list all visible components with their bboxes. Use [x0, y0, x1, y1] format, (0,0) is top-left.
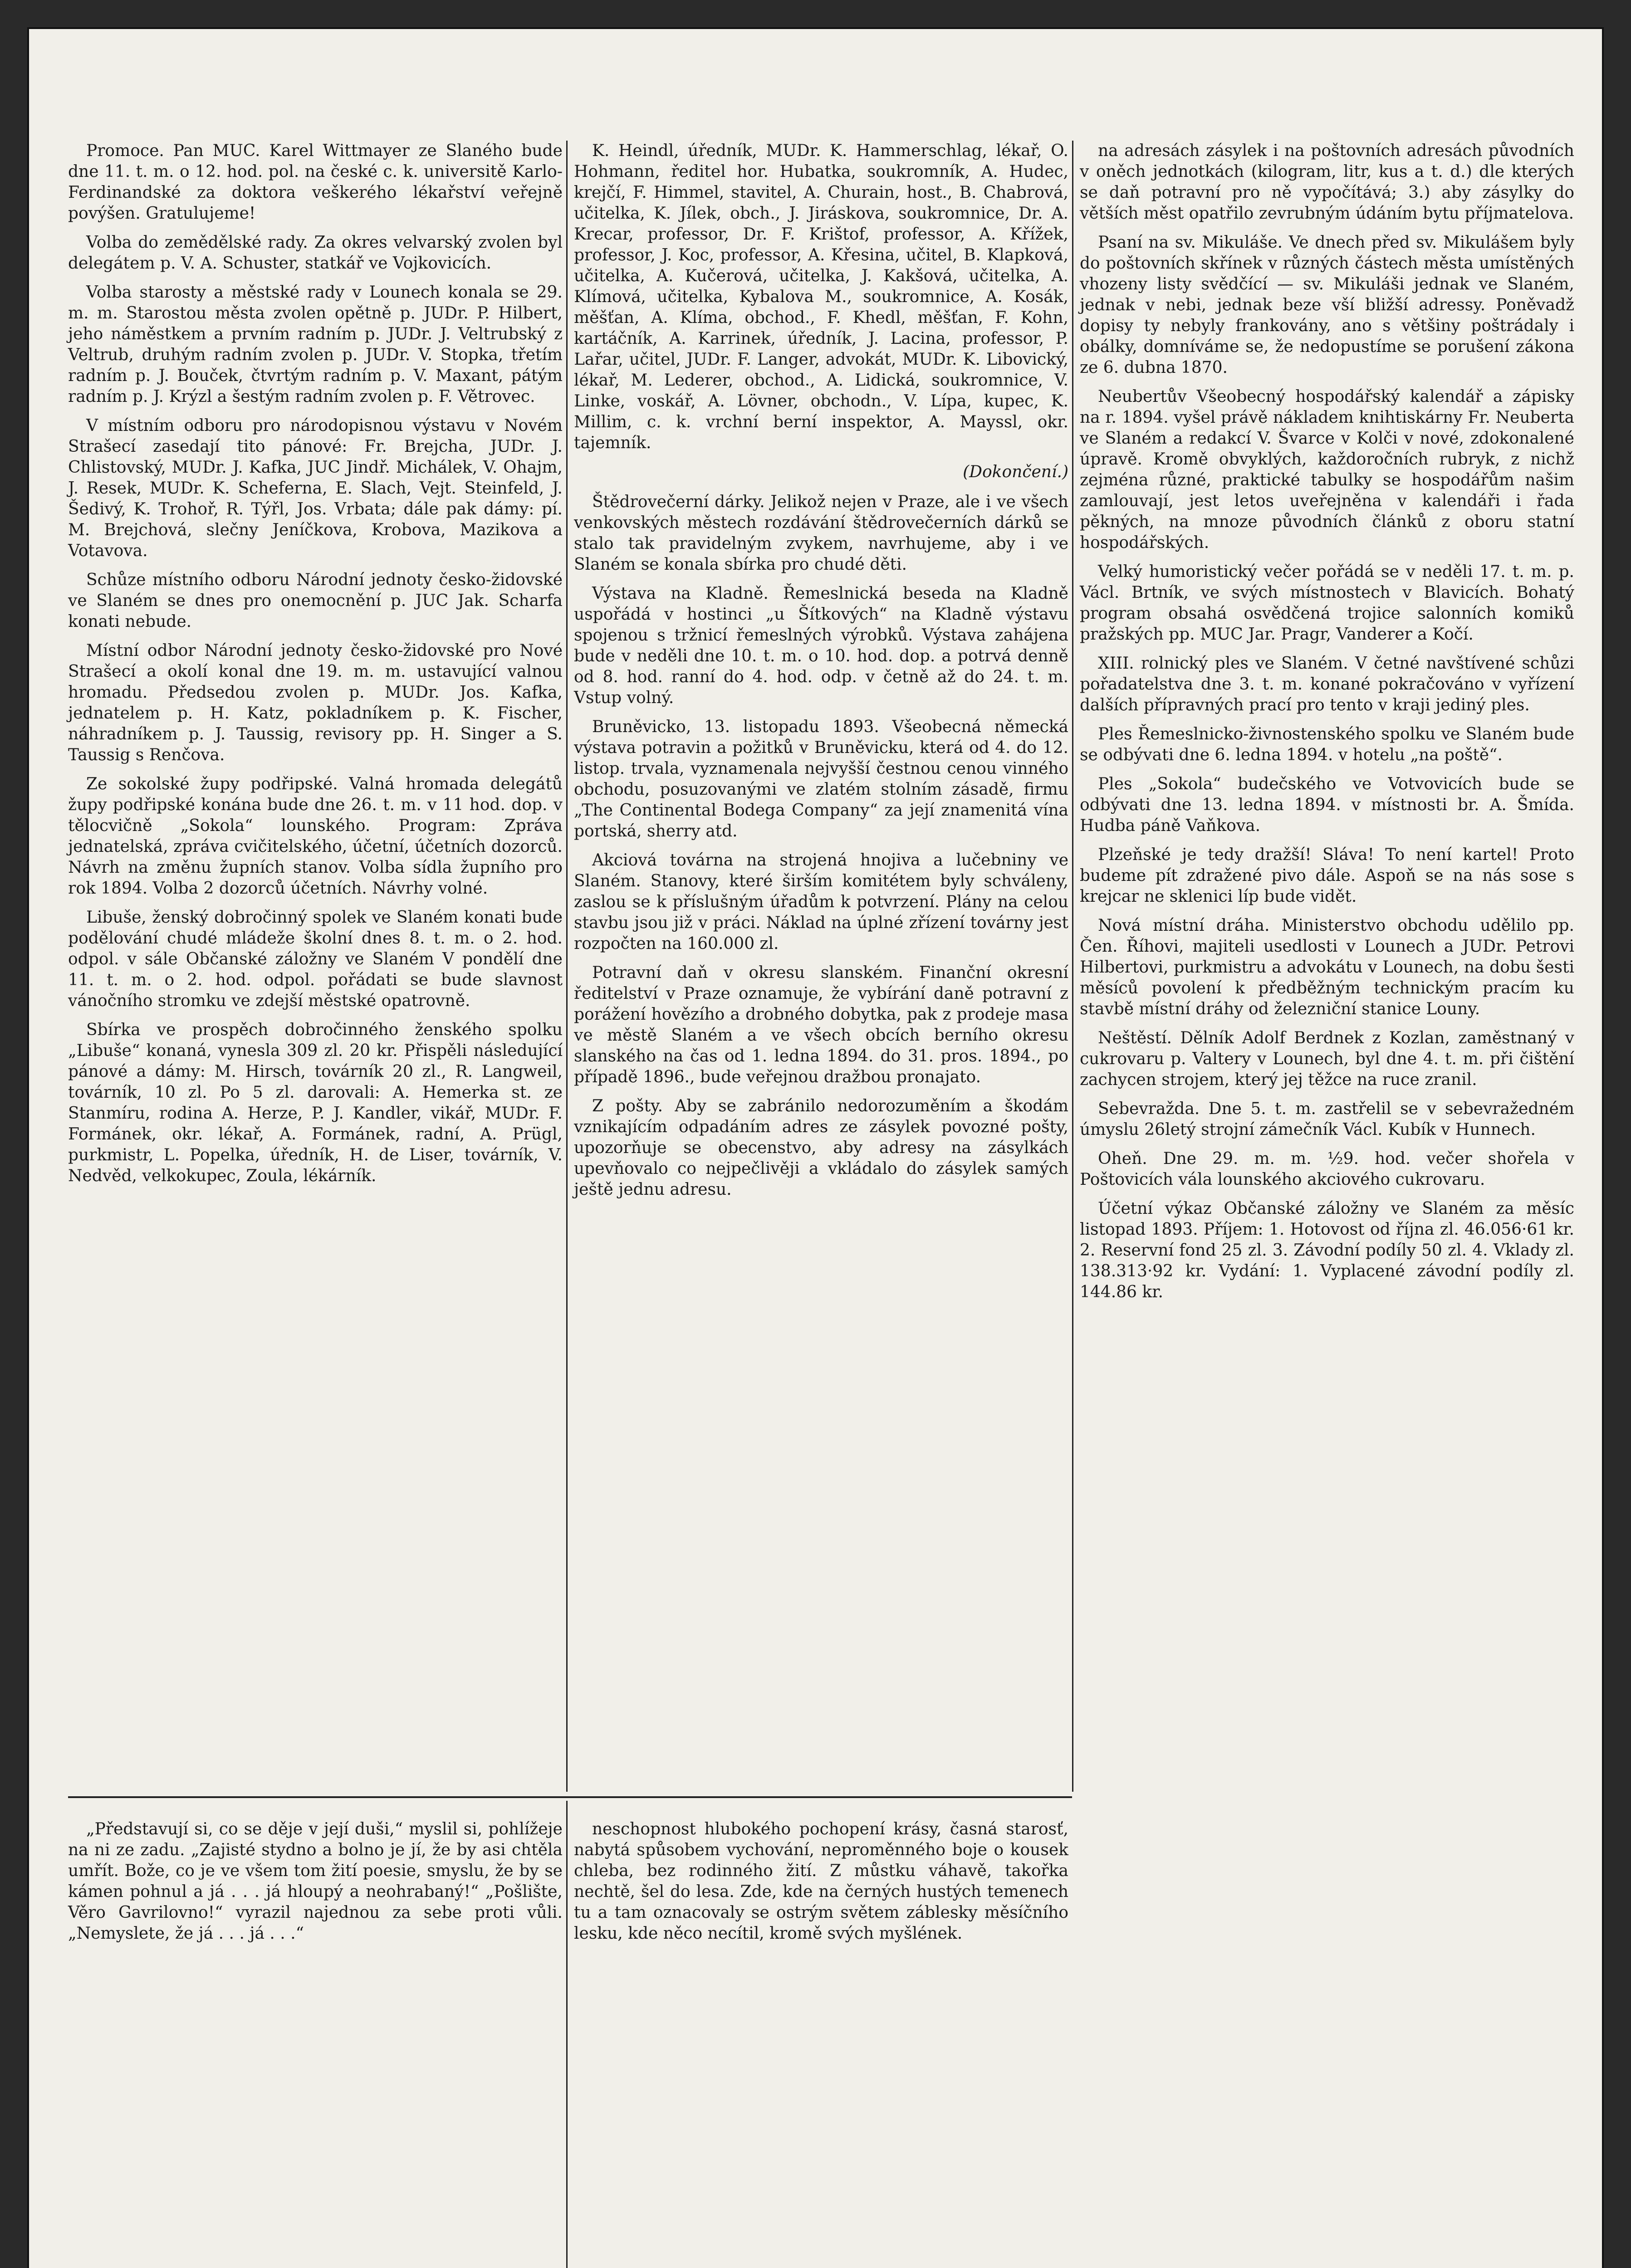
- article-ples-remeslnicky: Ples Řemeslnicko-živnostenského spolku ve Slaném bude se odbývati dne 6. ledna 1894. v hotelu „na poště“.: [1080, 725, 1574, 764]
- article-potravni-dan: Potravní daň v okresu slanském. Finanční okresní ředitelství v Praze oznamuje, že vybírání daně potravní z porážení hovězího a drobného dobytka, pak z prodeje masa ve městě Slaném a ve všech obcích berního okresu slanského na čas od 1. ledna 1894. do 31. pros. 1894., po případě 1896., bude veřejnou dražbou pronajato.: [574, 963, 1068, 1086]
- article-ucetni-vykaz: Účetní výkaz Občanské záložny ve Slaném za měsíc listopad 1893. Příjem: 1. Hotovost od října zl. 46.056·61 kr. 2. Reservní fond 25 zl. 3. Závodní podíly 50 zl. 4. Vklady zl. 138.313·92 kr. Vydání: 1. Vyplacené závodní podíly zl. 144.86 kr.: [1080, 1199, 1574, 1301]
- article-ples-sokola: Ples „Sokola“ budečského ve Votvovicích bude se odbývati dne 13. ledna 1894. v místnosti br. A. Šmída. Hudba páně Vaňkova.: [1080, 775, 1574, 835]
- article-plzenske: Plzeňské je tedy dražší! Sláva! To není kartel! Proto budeme pít zdražené pivo dále. Aspoň se na nás sose s krejcar ne sklenici líp bude vidět.: [1080, 846, 1574, 906]
- article-neubertuv-kalendar: Neubertův Všeobecný hospodářský kalendář a zápisky na r. 1894. vyšel právě nákladem knihtiskárny Fr. Neuberta ve Slaném a redakcí V. Švarce v Kolči v nové, zdokonalené úpravě. Kromě obvyklých, každoročních rubryk, z nichž zejména různé, praktické tabulky se hospodářům našim zamlouvají, jest letos uveřejněna v kalendáři i řada pěkných, na mnoze původních článků z oboru statní hospodářských.: [1080, 387, 1574, 552]
- column-1: [68, 141, 563, 1195]
- article-posta-continued: na adresách zásylek i na poštovních adresách původních v oněch jednotkách (kilogram, litr, kus a t. d.) dle kterých se daň potravní pro ně vypočítává; 3.) aby zásylky do větších měst opatřilo zevrubným údáním bytu příjmatelova.: [1080, 142, 1574, 223]
- feuilleton-text-left: „Představují si, co se děje v její duši,“ myslil si, pohlížeje na ni ze zadu. „Zajisté stydno a bolno je jí, že by asi chtěla umřít. Bože, co je ve všem tom žití poesie, smyslu, že by se kámen pohnul a já . . . já hloupý a neohrabaný!“ „Pošlište, Věro Gavrilovno!“ vyrazil najednou za sebe proti vůli. „Nemyslete, že já . . . já . . .“: [68, 1820, 563, 1943]
- article-humoristicky-vecer: Velký humoristický večer pořádá se v neděli 17. t. m. p. Václ. Brtník, ve svých místnostech v Blavicích. Bohatý program obsahá osvědčená trojice salonních komiků pražských pp. MUC Jar. Pragr, Vanderer a Kočí.: [1080, 562, 1574, 644]
- article-mistni-odbor-strasecí: Místní odbor Národní jednoty česko-židovské pro Nové Strašecí a okolí konal dne 19. m. m. ustavující valnou hromadu. Předsedou zvolen p. MUDr. Jos. Kafka, jednatelem p. H. Katz, pokladníkem p. K. Fischer, náhradníkem p. J. Taussig, revisory pp. H. Singer a S. Taussig s Renčova.: [68, 641, 563, 764]
- feuilleton-rule-v: [566, 1801, 568, 2268]
- article-z-posty: Z pošty. Aby se zabránilo nedorozuměním a škodám vznikajícím odpadáním adres ze zásylek povozné pošty, upozorňuje se obecenstvo, aby adresy na zásylkách upevňovalo co nejpečlivěji a vkládalo do zásylek samých ještě jednu adresu.: [574, 1097, 1068, 1199]
- feuilleton-text-middle: neschopnost hlubokého pochopení krásy, časná starosť, nabytá spůsobem vychování, neproměnného boje o kousek chleba, bez rodinného žití. Z můstku váhavě, takořka nechtě, šel do lesa. Zde, kde na černých hustých temenech tu a tam oznacovaly se ostrým světem záblesky měsíčního lesku, kde něco necítil, kromě svých myšlének.: [574, 1820, 1068, 1943]
- article-nestesti: Neštěstí. Dělník Adolf Berdnek z Kozlan, zaměstnaný v cukrovaru p. Valtery v Lounech, byl dne 4. t. m. při čištění zachycen strojem, který jej těžce na ruce zranil.: [1080, 1029, 1574, 1089]
- article-promoce: Promoce. Pan MUC. Karel Wittmayer ze Slaného bude dne 11. t. m. o 12. hod. pol. na české c. k. universitě Karlo-Ferdinandské za doktora veškerého lékařství veřejně povýšen. Gratulujeme!: [68, 142, 563, 223]
- column-rule-2: [1072, 141, 1073, 1792]
- feuilleton-left: [68, 1819, 563, 1952]
- article-akciova-tovarna: Akciová továrna na strojená hnojiva a lučebniny ve Slaném. Stanovy, které širším komitétem byly schváleny, zaslou se k příslušným úřadům k potvrzení. Plány na celou stavbu jsou již v práci. Náklad na úplné zřízení továrny jest rozpočten na 160.000 zl.: [574, 851, 1068, 953]
- article-sokolska-zupa: Ze sokolské župy podřipské. Valná hromada delegátů župy podřipské konána bude dne 26. t. m. v 11 hod. dop. v tělocvičně „Sokola“ lounského. Program: Zpráva jednatelská, zpráva cvičitelského, účetní, účetních dozorců. Návrh na změnu župních stanov. Volba sídla župního pro rok 1894. Volba 2 dozorců účetních. Návrhy volné.: [68, 775, 563, 898]
- article-narodopisna-vystava: V místním odboru pro národopisnou výstavu v Novém Strašecí zasedají tito pánové: Fr. Brejcha, JUDr. J. Chlistovský, MUDr. J. Kafka, JUC Jindř. Michálek, V. Ohajm, J. Resek, MUDr. K. Scheferna, E. Slach, Vejt. Steinfeld, J. Šedivý, K. Trohoř, R. Týřl, Jos. Vrbata; dále pak dámy: pí. M. Brejchová, slečny Jeníčkova, Krobova, Mazikova a Votavova.: [68, 416, 563, 560]
- article-stedrovecerni-darky: Štědrovečerní dárky. Jelikož nejen v Praze, ale i ve všech venkovských městech rozdávání štědrovečerních dárků se stalo tak pravidelným zvykem, navrhujeme, aby i ve Slaném se konala sbírka pro chudé děti.: [574, 493, 1068, 574]
- article-donor-list: K. Heindl, úředník, MUDr. K. Hammerschlag, lékař, O. Hohmann, ředitel hor. Hubatka, soukromník, A. Hudec, krejčí, F. Himmel, stavitel, A. Churain, host., B. Chabrová, učitelka, K. Jílek, obch., J. Jiráskova, soukromnice, Dr. A. Krecar, professor, Dr. F. Krištof, professor, A. Křížek, professor, J. Koc, professor, A. Křesina, učitel, B. Klapková, učitelka, A. Kučerová, učitelka, J. Kakšová, učitelka, A. Klímová, učitelka, Kybalova M., soukromnice, A. Kosák, měšťan, A. Klíma, obchod., F. Khedl, měšťan, F. Kohn, kartáčník, A. Karrinek, úředník, J. Lacina, professor, P. Lařar, učitel, JUDr. F. Langer, advokát, MUDr. K. Libovický, lékař, M. Lederer, obchod., A. Lidická, soukromnice, V. Linke, voskář, A. Lövner, obchodn., V. Lípa, kupec, K. Millim, c. k. vrchní berní inspektor, A. Mayssl, okr. tajemník.: [574, 142, 1068, 452]
- article-rolnicky-ples: XIII. rolnický ples ve Slaném. V četné navštívené schůzi pořadatelstva dne 3. t. m. konané pokračováno v vyřízení dalších přípravných prací pro tento v kraji jediný ples.: [1080, 654, 1574, 714]
- article-mistni-draha: Nová místní dráha. Ministerstvo obchodu udělilo pp. Čen. Říhovi, majiteli usedlosti v Lounech a JUDr. Petrovi Hilbertovi, purkmistru a advokátu v Lounech, na dobu šesti měsíců povolení k předběžným technickým pracím ku stavbě místní dráhy od železniční stanice Louny.: [1080, 916, 1574, 1018]
- article-vystava-kladno: Výstava na Kladně. Řemeslnická beseda na Kladně uspořádá v hostinci „u Šítkových“ na Kladně výstavu spojenou s tržnicí řemeslných výrobků. Výstava zahájena bude v neděli dne 10. t. m. o 10. hod. dop. a potrvá denně od 8. hod. ranní do 4. hod. odp. v četně až do 24. t. m. Vstup volný.: [574, 584, 1068, 707]
- column-3: [1080, 141, 1574, 1311]
- article-sbirka-libuse: Sbírka ve prospěch dobročinného ženského spolku „Libuše“ konaná, vynesla 309 zl. 20 kr. Přispěli následující pánové a dámy: M. Hirsch, továrník 20 zl., R. Langweil, továrník, 10 zl. Po 5 zl. darovali: A. Hemerka st. ze Stanmíru, rodina A. Herze, P. J. Kandler, vikář, MUDr. F. Formánek, okr. lékař, A. Formánek, radní, A. Prügl, purkmistr, L. Popelka, úředník, H. de Liser, továrník, V. Nedvěd, velkokupec, Zoula, lékárník.: [68, 1021, 563, 1185]
- feuilleton-rule-left: [68, 1796, 1072, 1798]
- article-libuse: Libuše, ženský dobročinný spolek ve Slaném konati bude podělování chudé mládeže školní dnes 8. t. m. o 2. hod. odpol. v sále Občanské záložny ve Slaném V pondělí dne 11. t. m. o 2. hod. odpol. pořádati se bude slavnost vánočního stromku ve zdejší městské opatrovně.: [68, 908, 563, 1010]
- article-ohen: Oheň. Dne 29. m. m. ½9. hod. večer shořela v Poštovicích vála lounského akciového cukrovaru.: [1080, 1149, 1574, 1189]
- article-volba-starosty: Volba starosty a městské rady v Lounech konala se 29. m. m. Starostou města zvolen opětně p. JUDr. P. Hilbert, jeho náměstkem a prvním radním p. JUDr. J. Veltrubský z Veltrub, druhým radním zvolen p. JUDr. V. Stopka, třetím radním p. J. Bouček, čtvrtým radním p. V. Maxant, pátým radním p. J. Krýzl a šestým radním zvolen p. F. Větrovec.: [68, 283, 563, 406]
- column-rule-1: [566, 141, 568, 1792]
- article-psani-mikulas: Psaní na sv. Mikuláše. Ve dnech před sv. Mikulášem byly do poštovních skřínek v různých částech města umístěných vhozeny listy svědčící — sv. Mikuláši jednak ve Slaném, jednak v nebi, jednak beze vší bližší adressy. Poněvadž dopisy ty nebyly frankovány, ano s většiny poštrádaly i obálky, domníváme se, že nedopustíme se porušení zákona ze 6. dubna 1870.: [1080, 233, 1574, 377]
- continued-note: (Dokončení.): [963, 463, 1068, 481]
- article-schuze-odboru: Schůze místního odboru Národní jednoty česko-židovské ve Slaném se dnes pro onemocnění p. JUC Jak. Scharfa konati nebude.: [68, 571, 563, 631]
- article-volba-zemedelske-rady: Volba do zemědělské rady. Za okres velvarský zvolen byl delegátem p. V. A. Schuster, statkář ve Vojkovicích.: [68, 233, 563, 273]
- newspaper-page: [27, 27, 1604, 2268]
- column-2: [574, 141, 1068, 1208]
- article-brunevicko: Bruněvicko, 13. listopadu 1893. Všeobecná německá výstava potravin a požitků v Bruněvicku, která od 4. do 12. listop. trvala, vyznamenala nejvyšší čestnou cenou vinného obchodu, posuzovanými ve zlatém stolním zásadě, firmu „The Continental Bodega Company“ za její znamenitá vína portská, sherry atd.: [574, 718, 1068, 841]
- feuilleton-middle: [574, 1819, 1068, 1952]
- article-sebevrazda: Sebevražda. Dne 5. t. m. zastřelil se v sebevražedném úmyslu 26letý strojní zámečník Václ. Kubík v Hunnech.: [1080, 1100, 1574, 1139]
